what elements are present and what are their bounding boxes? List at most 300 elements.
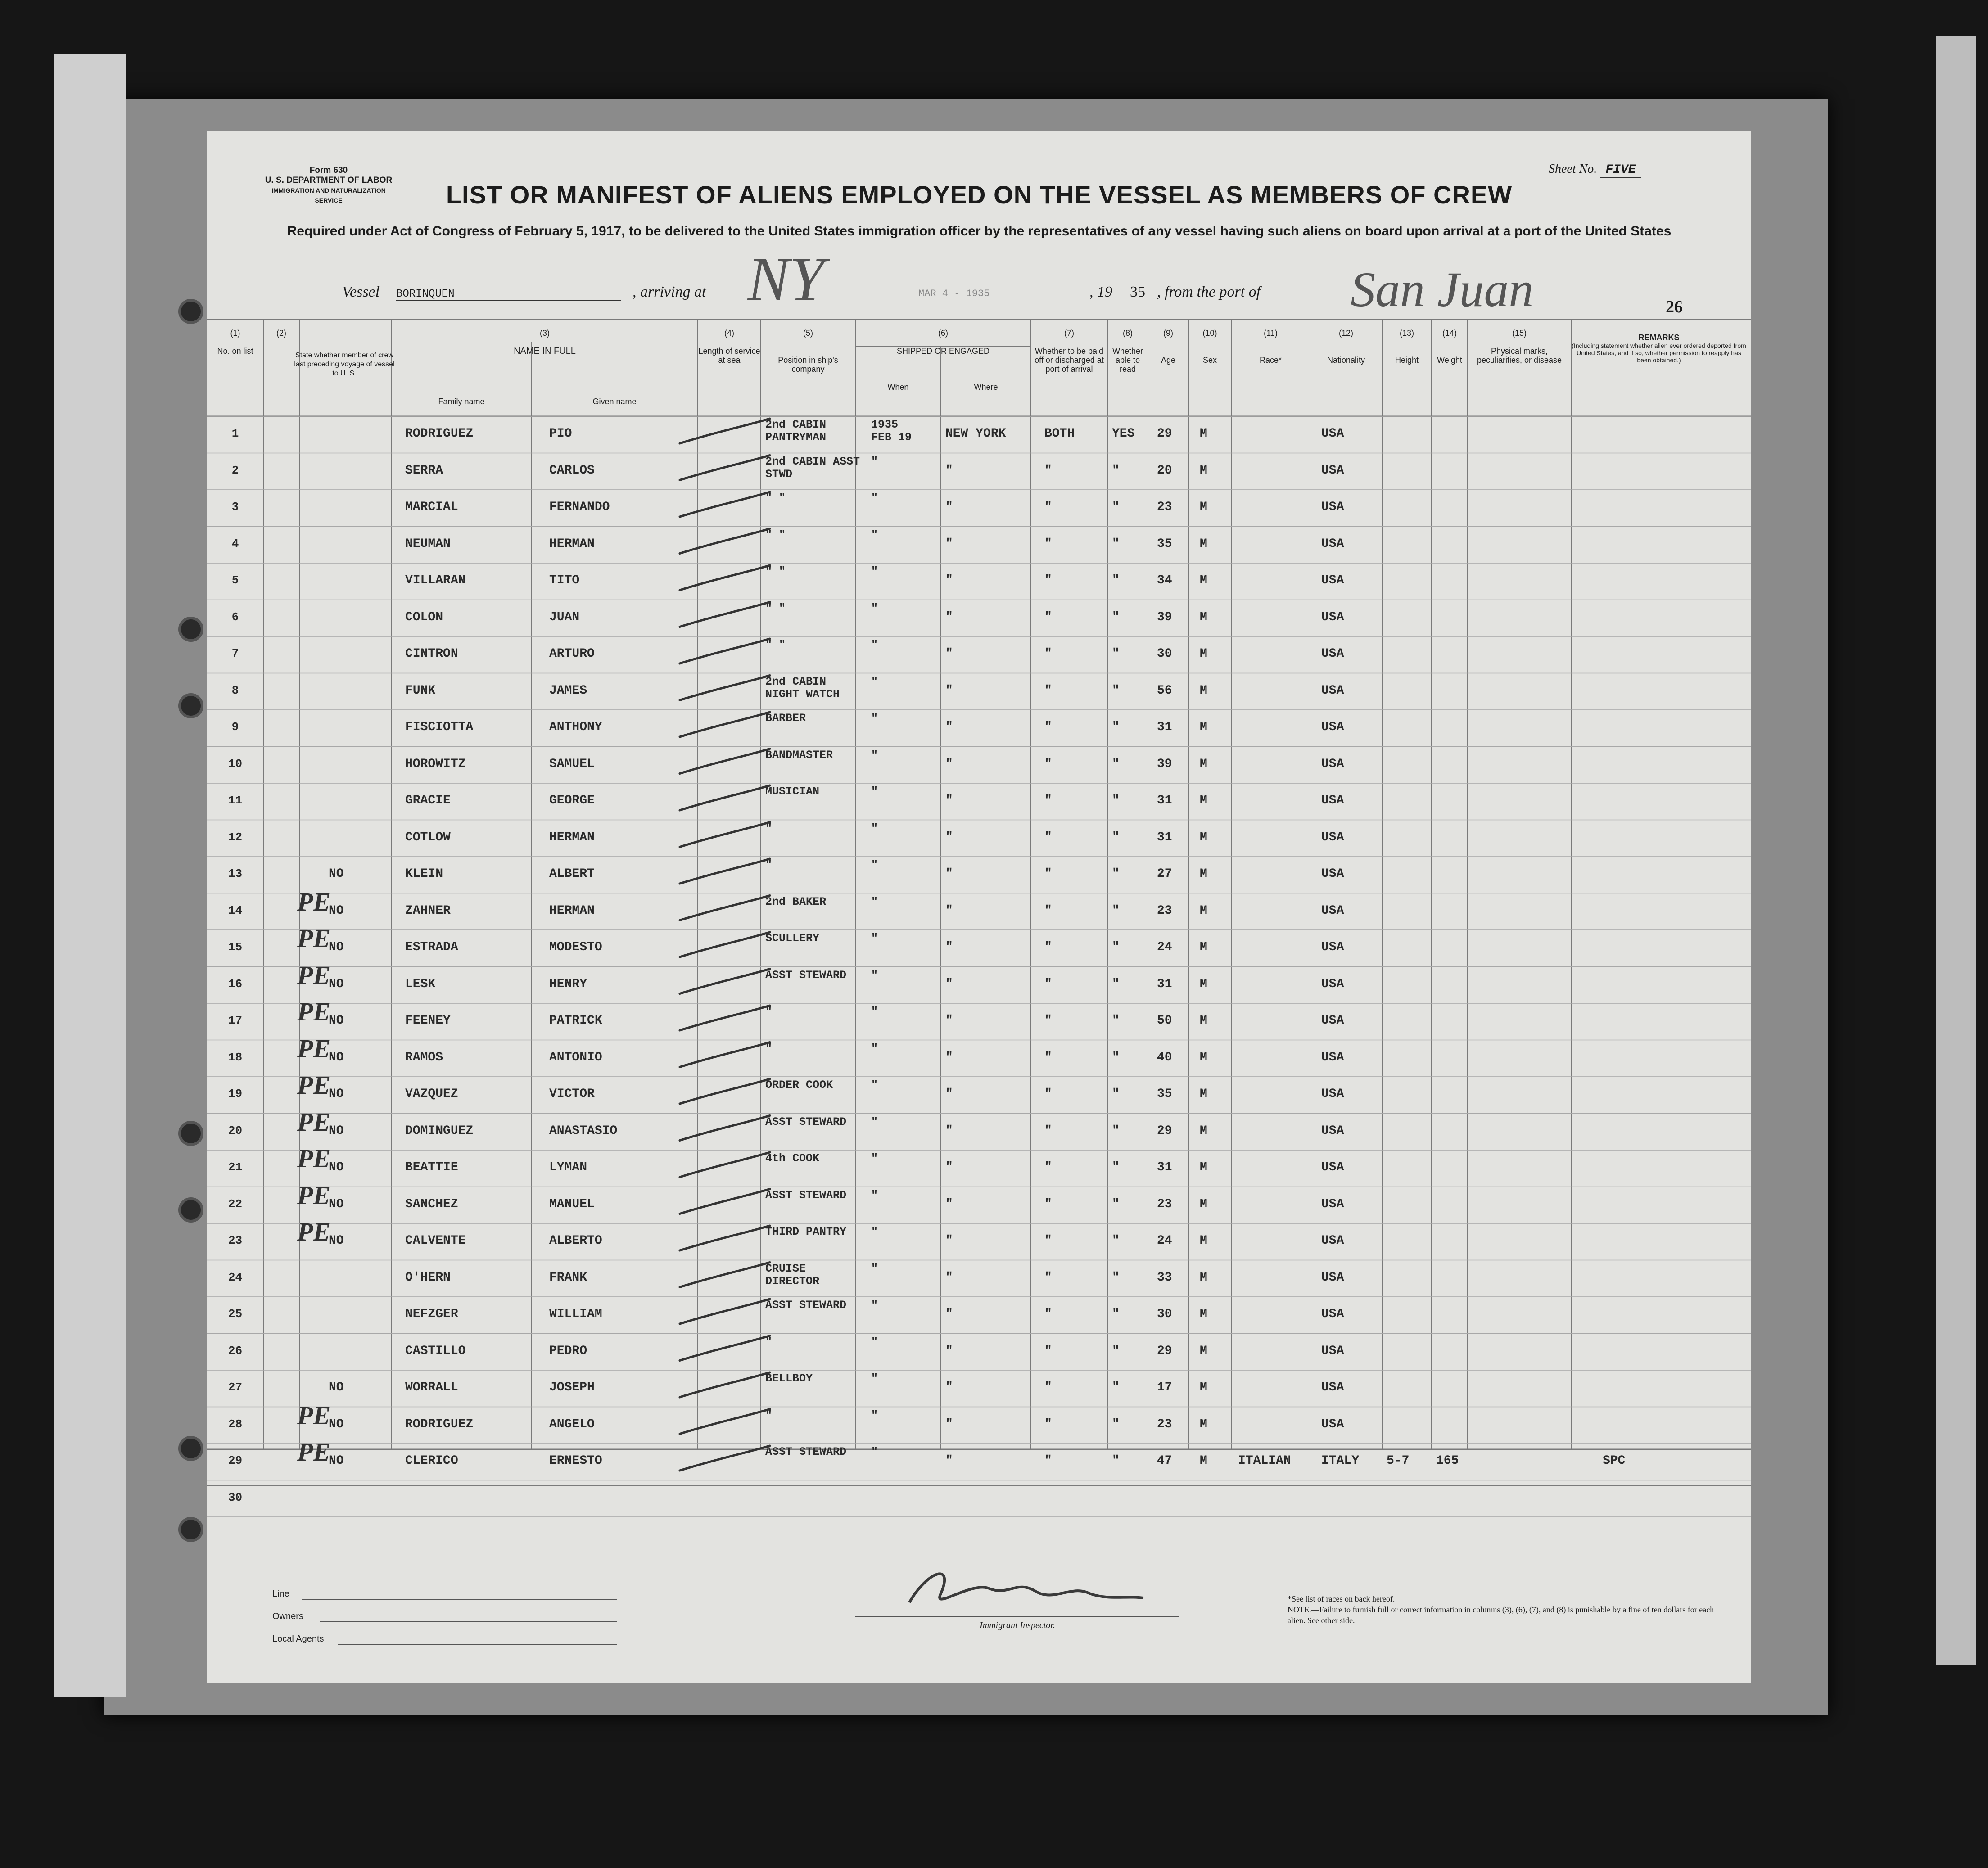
cell-sex: M: [1200, 720, 1207, 734]
cell-sex: M: [1200, 683, 1207, 698]
handwritten-pe-mark: PE: [297, 1217, 331, 1246]
cell-paid: ": [1044, 757, 1052, 771]
cell-sex: M: [1200, 794, 1207, 808]
service-pencil-stroke: [680, 1263, 770, 1287]
cell-prev: NO: [329, 1087, 344, 1101]
cell-paid: ": [1044, 903, 1052, 918]
cell-paid: ": [1044, 1417, 1052, 1431]
cell-prev: NO: [329, 940, 344, 954]
col14-header: Weight: [1437, 356, 1462, 365]
cell-read: ": [1112, 1417, 1120, 1431]
cell-when: ": [871, 785, 878, 798]
date-stamp: MAR 4 - 1935: [918, 288, 990, 299]
cell-family: RODRIGUEZ: [405, 427, 474, 441]
cell-sex: M: [1200, 830, 1207, 844]
cell-family: RAMOS: [405, 1050, 443, 1065]
cell-nationality: USA: [1321, 1381, 1344, 1394]
cell-paid: ": [1044, 1014, 1052, 1028]
cell-sex: M: [1200, 1344, 1207, 1358]
sheet-label: Sheet No.: [1549, 162, 1597, 176]
cell-when: ": [871, 1005, 878, 1018]
cell-sex: M: [1200, 1160, 1207, 1174]
service-pencil-stroke: [680, 1079, 770, 1104]
line-label: Line: [272, 1589, 289, 1599]
cell-nationality: ITALY: [1321, 1454, 1360, 1468]
cell-family: ZAHNER: [405, 903, 451, 918]
cell-sex: M: [1200, 1381, 1207, 1394]
cell-sex: M: [1200, 867, 1207, 881]
col6-when: When: [887, 383, 909, 392]
cell-paid: ": [1044, 867, 1052, 881]
handwritten-pe-mark: PE: [297, 924, 331, 953]
col4-header: Length of service at sea: [698, 347, 760, 365]
from-port: San Juan: [1351, 262, 1534, 317]
cell-read: ": [1112, 683, 1120, 698]
cell-family: ESTRADA: [405, 940, 458, 954]
cell-where: ": [945, 940, 953, 954]
cell-age: 23: [1157, 1197, 1172, 1211]
cell-no: 27: [228, 1381, 243, 1394]
cell-age: 23: [1157, 1417, 1172, 1431]
cell-family: VAZQUEZ: [405, 1087, 458, 1101]
cell-given: TITO: [549, 573, 580, 587]
cell-age: 31: [1157, 794, 1172, 808]
cell-paid: ": [1044, 1050, 1052, 1065]
cell-read: ": [1112, 867, 1120, 881]
cell-read: ": [1112, 940, 1120, 954]
cell-prev: NO: [329, 1454, 344, 1468]
cell-prev: NO: [329, 1050, 344, 1065]
cell-no: 24: [228, 1270, 243, 1284]
col12-header: Nationality: [1327, 356, 1365, 365]
cell-read: ": [1112, 1050, 1120, 1065]
cell-given: MODESTO: [549, 940, 602, 954]
cell-when: ": [871, 638, 878, 651]
cell-where: ": [945, 720, 953, 734]
cell-read: ": [1112, 1014, 1120, 1028]
handwritten-pe-mark: PE: [297, 1033, 331, 1063]
cell-position: ": [765, 821, 773, 835]
cell-sex: M: [1200, 1417, 1207, 1431]
cell-sex: M: [1200, 977, 1207, 991]
cell-paid: ": [1044, 794, 1052, 808]
cell-when: ": [871, 1152, 878, 1165]
cell-prev: NO: [329, 867, 344, 881]
cell-where: ": [945, 1234, 953, 1248]
cell-no: 28: [228, 1417, 243, 1431]
cell-age: 47: [1157, 1454, 1172, 1468]
cell-age: 34: [1157, 573, 1172, 587]
cell-paid: ": [1044, 573, 1052, 587]
cell-where: ": [945, 683, 953, 698]
cell-given: CARLOS: [549, 463, 595, 478]
col3-header: NAME IN FULL: [514, 346, 576, 356]
cell-when: ": [871, 1372, 878, 1385]
service-pencil-stroke: [680, 492, 770, 517]
cell-sex: M: [1200, 1270, 1207, 1285]
cell-no: 18: [228, 1050, 243, 1064]
col8-number: (8): [1123, 329, 1133, 338]
cell-when: 1935 FEB 19: [871, 418, 912, 444]
cell-nationality: USA: [1321, 1014, 1344, 1028]
cell-nationality: USA: [1321, 903, 1344, 918]
cell-no: 23: [228, 1234, 243, 1247]
cell-read: ": [1112, 500, 1120, 514]
service-pencil-stroke: [680, 529, 770, 554]
handwritten-pe-mark: PE: [297, 887, 331, 916]
cell-family: O'HERN: [405, 1270, 451, 1285]
cell-sex: M: [1200, 1234, 1207, 1248]
cell-position: ASST STEWARD: [765, 1188, 847, 1202]
cell-given: GEORGE: [549, 794, 595, 808]
cell-read: ": [1112, 903, 1120, 918]
cell-when: ": [871, 748, 878, 762]
cell-race: ITALIAN: [1238, 1454, 1291, 1468]
cell-where: ": [945, 1270, 953, 1285]
cell-nationality: USA: [1321, 1270, 1344, 1285]
cell-family: GRACIE: [405, 794, 451, 808]
cell-nationality: USA: [1321, 683, 1344, 698]
inspector-label: Immigrant Inspector.: [980, 1620, 1055, 1630]
cell-no: 29: [228, 1454, 243, 1467]
col11-number: (11): [1264, 329, 1278, 338]
cell-paid: ": [1044, 1307, 1052, 1321]
cell-family: KLEIN: [405, 867, 443, 881]
cell-family: SANCHEZ: [405, 1197, 458, 1211]
cell-no: 14: [228, 903, 243, 917]
cell-read: ": [1112, 1270, 1120, 1285]
cell-prev: NO: [329, 1234, 344, 1248]
cell-read: ": [1112, 757, 1120, 771]
cell-where: ": [945, 500, 953, 514]
cell-where: ": [945, 1014, 953, 1028]
cell-when: ": [871, 1445, 878, 1458]
service-pencil-stroke: [680, 896, 770, 920]
col4-number: (4): [724, 329, 734, 338]
cell-where: ": [945, 977, 953, 991]
cell-paid: ": [1044, 1160, 1052, 1174]
cell-nationality: USA: [1321, 867, 1344, 881]
cell-no: 4: [231, 537, 239, 550]
cell-where: ": [945, 830, 953, 844]
agents-rule: [338, 1644, 617, 1645]
department: U. S. DEPARTMENT OF LABOR: [265, 176, 393, 185]
cell-given: ANASTASIO: [549, 1124, 618, 1138]
cell-given: ALBERTO: [549, 1234, 602, 1248]
cell-where: ": [945, 1087, 953, 1101]
cell-given: ANTONIO: [549, 1050, 602, 1065]
cell-paid: ": [1044, 940, 1052, 954]
cell-age: 56: [1157, 683, 1172, 698]
handwritten-pe-mark: PE: [297, 960, 331, 990]
cell-given: FRANK: [549, 1270, 587, 1285]
binder-hole: [178, 1436, 203, 1461]
cell-age: 31: [1157, 830, 1172, 844]
cell-when: ": [871, 932, 878, 945]
cell-sex: M: [1200, 1454, 1207, 1468]
vessel-name: BORINQUEN: [396, 288, 621, 301]
cell-given: HERMAN: [549, 830, 595, 844]
cell-nationality: USA: [1321, 1087, 1344, 1101]
cell-age: 35: [1157, 537, 1172, 551]
cell-sex: M: [1200, 1307, 1207, 1321]
cell-age: 29: [1157, 427, 1172, 441]
cell-age: 27: [1157, 867, 1172, 881]
cell-when: ": [871, 895, 878, 908]
cell-no: 8: [231, 683, 239, 697]
cell-no: 1: [231, 427, 239, 440]
cell-paid: ": [1044, 1381, 1052, 1394]
cell-where: ": [945, 867, 953, 881]
cell-nationality: USA: [1321, 830, 1344, 844]
remarks-note: (Including statement whether alien ever ordered deported from United States, and if so, whether permission to reapply has been obtained.): [1572, 342, 1746, 364]
service-pencil-stroke: [680, 1042, 770, 1067]
cell-paid: ": [1044, 1454, 1052, 1468]
cell-sex: M: [1200, 903, 1207, 918]
cell-position: ASST STEWARD: [765, 968, 847, 982]
agents-label: Local Agents: [272, 1634, 324, 1644]
cell-prev: NO: [329, 1197, 344, 1211]
cell-where: ": [945, 537, 953, 551]
cell-age: 20: [1157, 463, 1172, 478]
cell-nationality: USA: [1321, 1124, 1344, 1138]
cell-given: PIO: [549, 427, 572, 441]
col5-number: (5): [803, 329, 813, 338]
col9-header: Age: [1161, 356, 1176, 365]
cell-where: ": [945, 463, 953, 478]
service-pencil-stroke: [680, 1006, 770, 1030]
service-pencil-stroke: [680, 1189, 770, 1214]
binder-hole: [178, 299, 203, 324]
cell-read: ": [1112, 573, 1120, 587]
cell-age: 30: [1157, 1307, 1172, 1321]
service-pencil-stroke: [680, 1152, 770, 1177]
cell-position: " ": [765, 492, 786, 505]
service-pencil-stroke: [680, 1299, 770, 1324]
manifest-sheet: [207, 131, 1751, 1683]
cell-when: ": [871, 821, 878, 835]
cell-paid: ": [1044, 500, 1052, 514]
cell-position: " ": [765, 601, 786, 615]
cell-sex: M: [1200, 500, 1207, 514]
cell-where: ": [945, 1344, 953, 1358]
cell-age: 23: [1157, 903, 1172, 918]
cell-nationality: USA: [1321, 720, 1344, 734]
cell-paid: ": [1044, 463, 1052, 478]
cell-when: ": [871, 1225, 878, 1238]
cell-where: ": [945, 573, 953, 587]
cell-given: PATRICK: [549, 1014, 602, 1028]
cell-where: ": [945, 1417, 953, 1431]
cell-family: DOMINGUEZ: [405, 1124, 474, 1138]
col7-header: Whether to be paid off or discharged at port of arrival: [1035, 347, 1104, 374]
cell-nationality: USA: [1321, 757, 1344, 771]
cell-position: THIRD PANTRY: [765, 1225, 847, 1238]
cell-position: ASST STEWARD: [765, 1445, 847, 1458]
col9-number: (9): [1163, 329, 1173, 338]
line-rule: [302, 1599, 617, 1600]
cell-when: ": [871, 1335, 878, 1349]
cell-sex: M: [1200, 647, 1207, 661]
cell-family: COLON: [405, 610, 443, 624]
cell-position: 2nd CABIN PANTRYMAN: [765, 418, 827, 444]
cell-position: ORDER COOK: [765, 1078, 833, 1092]
handwritten-pe-mark: PE: [297, 997, 331, 1026]
cell-paid: ": [1044, 1270, 1052, 1285]
cell-family: MARCIAL: [405, 500, 458, 514]
cell-given: LYMAN: [549, 1160, 587, 1174]
inspector-rule: [855, 1616, 1179, 1617]
cell-nationality: USA: [1321, 500, 1344, 514]
cell-no: 20: [228, 1124, 243, 1137]
cell-sex: M: [1200, 573, 1207, 587]
cell-paid: ": [1044, 1234, 1052, 1248]
binder-strip-right: [1936, 36, 1976, 1665]
cell-where: ": [945, 903, 953, 918]
vessel-label: Vessel: [342, 284, 380, 300]
cell-no: 12: [228, 830, 243, 844]
cell-age: 29: [1157, 1124, 1172, 1138]
cell-when: ": [871, 1299, 878, 1312]
cell-nationality: USA: [1321, 1234, 1344, 1248]
cell-where: ": [945, 757, 953, 771]
cell-sex: M: [1200, 1014, 1207, 1028]
cell-given: FERNANDO: [549, 500, 610, 514]
cell-no: 17: [228, 1014, 243, 1027]
col5-header: Position in ship's company: [778, 356, 838, 374]
cell-position: ": [765, 1408, 773, 1422]
cell-height: 5-7: [1387, 1454, 1410, 1468]
cell-given: ANGELO: [549, 1417, 595, 1431]
inspector-signature: [900, 1553, 1152, 1620]
cell-nationality: USA: [1321, 1050, 1344, 1065]
footer-notes: [1288, 1593, 1715, 1626]
cell-age: 31: [1157, 720, 1172, 734]
handwritten-pe-mark: PE: [297, 1437, 331, 1466]
cell-given: HERMAN: [549, 903, 595, 918]
cell-nationality: USA: [1321, 794, 1344, 808]
cell-no: 7: [231, 647, 239, 660]
cell-paid: ": [1044, 720, 1052, 734]
binder-hole: [178, 1517, 203, 1542]
cell-when: ": [871, 1188, 878, 1202]
cell-where: ": [945, 794, 953, 808]
cell-position: ASST STEWARD: [765, 1115, 847, 1128]
cell-read: ": [1112, 647, 1120, 661]
cell-no: 19: [228, 1087, 243, 1101]
page-subtitle: Required under Act of Congress of February 5, 1917, to be delivered to the United States immigration officer by the representatives of any vessel having such aliens on board upon arrival at a port of the United States: [287, 224, 1672, 239]
cell-read: ": [1112, 794, 1120, 808]
cell-position: ": [765, 1005, 773, 1018]
cell-age: 24: [1157, 940, 1172, 954]
cell-read: YES: [1112, 427, 1135, 441]
binder-hole: [178, 1197, 203, 1223]
cell-paid: ": [1044, 683, 1052, 698]
service-pencil-stroke: [680, 565, 770, 590]
cell-given: SAMUEL: [549, 757, 595, 771]
cell-age: 23: [1157, 500, 1172, 514]
cell-age: 33: [1157, 1270, 1172, 1285]
cell-family: FEENEY: [405, 1014, 451, 1028]
cell-read: ": [1112, 610, 1120, 624]
cell-sex: M: [1200, 757, 1207, 771]
cell-paid: BOTH: [1044, 427, 1075, 441]
cell-where: ": [945, 610, 953, 624]
cell-sex: M: [1200, 1197, 1207, 1211]
col7-number: (7): [1064, 329, 1074, 338]
cell-age: 31: [1157, 977, 1172, 991]
cell-nationality: USA: [1321, 1197, 1344, 1211]
cell-prev: NO: [329, 1124, 344, 1138]
cell-where: ": [945, 1124, 953, 1138]
cell-position: ": [765, 1042, 773, 1055]
cell-age: 24: [1157, 1234, 1172, 1248]
cell-nationality: USA: [1321, 1307, 1344, 1321]
cell-sex: M: [1200, 610, 1207, 624]
cell-age: 40: [1157, 1050, 1172, 1065]
cell-given: JOSEPH: [549, 1381, 595, 1394]
page-number: 26: [1666, 298, 1683, 316]
cell-where: ": [945, 647, 953, 661]
service-pencil-stroke: [680, 969, 770, 994]
cell-read: ": [1112, 1234, 1120, 1248]
cell-nationality: USA: [1321, 940, 1344, 954]
arriving-label: , arriving at: [633, 284, 706, 300]
cell-when: ": [871, 1262, 878, 1275]
from-label: , from the port of: [1157, 284, 1261, 300]
year-value: 35: [1130, 284, 1145, 300]
cell-weight: 165: [1436, 1454, 1459, 1468]
cell-age: 31: [1157, 1160, 1172, 1174]
cell-position: ASST STEWARD: [765, 1299, 847, 1312]
cell-given: JUAN: [549, 610, 580, 624]
cell-nationality: USA: [1321, 1417, 1344, 1431]
cell-family: NEFZGER: [405, 1307, 458, 1321]
binder-hole: [178, 617, 203, 642]
cell-sex: M: [1200, 940, 1207, 954]
cell-nationality: USA: [1321, 537, 1344, 551]
cell-no: 21: [228, 1160, 243, 1174]
service: IMMIGRATION AND NATURALIZATION SERVICE: [271, 187, 386, 204]
handwritten-pe-mark: PE: [297, 1144, 331, 1173]
col1-number: (1): [230, 329, 240, 338]
cell-given: VICTOR: [549, 1087, 595, 1101]
cell-where: ": [945, 1050, 953, 1065]
cell-read: ": [1112, 1381, 1120, 1394]
cell-family: NEUMAN: [405, 537, 451, 551]
service-pencil-stroke: [680, 602, 770, 627]
cell-no: 30: [228, 1490, 243, 1504]
cell-read: ": [1112, 830, 1120, 844]
cell-position: ": [765, 1335, 773, 1349]
cell-nationality: USA: [1321, 1160, 1344, 1174]
cell-sex: M: [1200, 1087, 1207, 1101]
cell-nationality: USA: [1321, 427, 1344, 441]
remarks-header: REMARKS: [1638, 333, 1680, 342]
cell-read: ": [1112, 720, 1120, 734]
cell-family: CASTILLO: [405, 1344, 466, 1358]
cell-sex: M: [1200, 1050, 1207, 1065]
cell-age: 39: [1157, 757, 1172, 771]
cell-family: BEATTIE: [405, 1160, 458, 1174]
cell-given: JAMES: [549, 683, 587, 698]
cell-read: ": [1112, 537, 1120, 551]
col15-number: (15): [1512, 329, 1527, 338]
cell-remarks: SPC: [1603, 1454, 1626, 1468]
cell-paid: ": [1044, 647, 1052, 661]
col10-header: Sex: [1202, 356, 1217, 365]
cell-prev: NO: [329, 1014, 344, 1028]
